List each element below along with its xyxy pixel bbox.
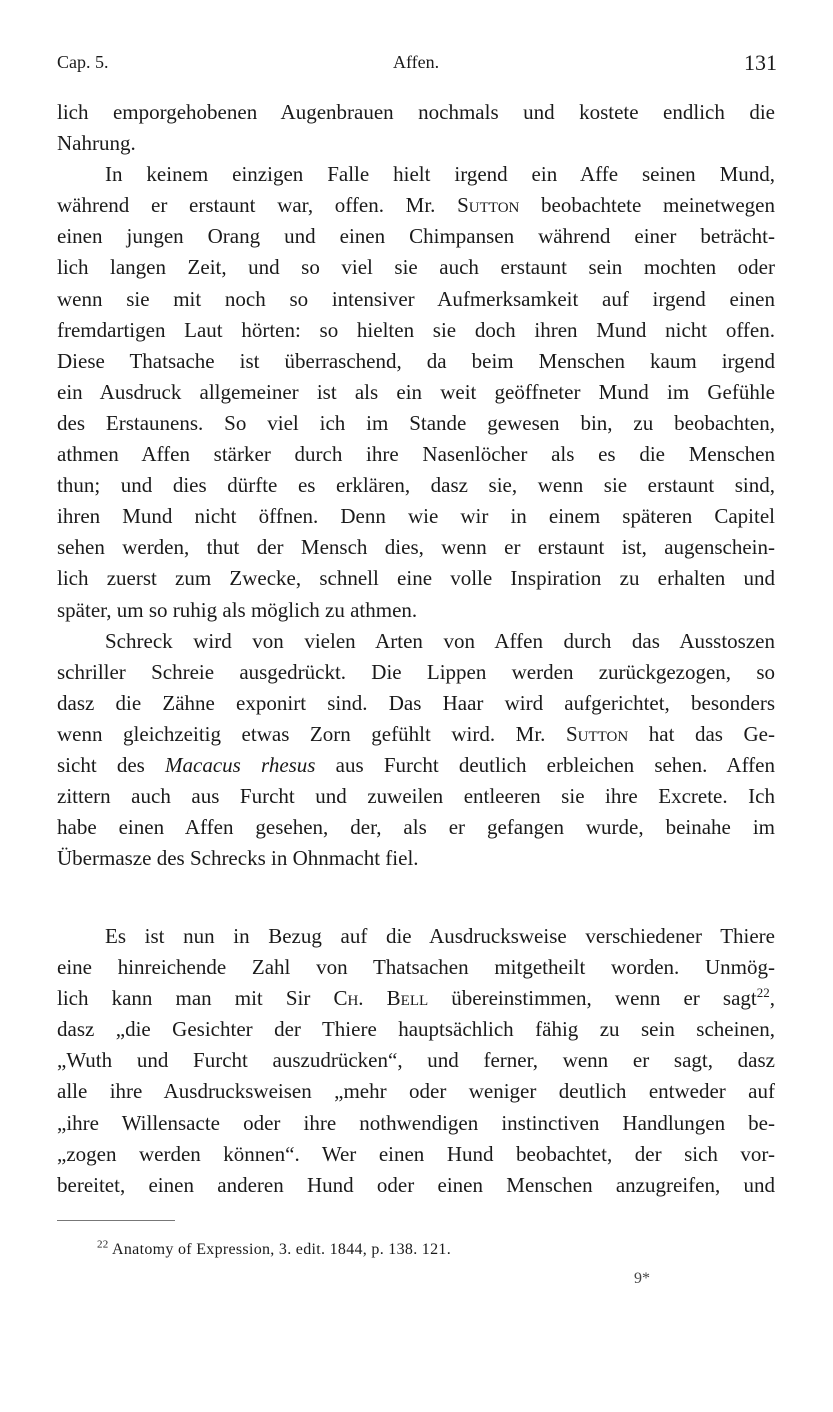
text-line: lich langen Zeit, und so viel sie auch erstaunt sein mochten oder (57, 255, 775, 280)
person-name: Sutton (457, 193, 520, 218)
signature-mark: 9* (634, 1270, 650, 1287)
text-line: schriller Schreie ausgedrückt. Die Lippen werden zurückgezogen, so (57, 659, 775, 684)
text-line: Übermasze des Schrecks in Ohnmacht fiel. (57, 846, 419, 871)
text-line: einen jungen Orang und einen Chimpansen während einer beträcht- (57, 224, 775, 249)
person-name: Ch. Bell (333, 986, 429, 1011)
text-line: während er erstaunt war, offen. Mr. Sutton beobachtete meinetwegen (57, 193, 775, 218)
species-name: Macacus rhesus (165, 752, 316, 777)
text-line: wenn gleichzeitig etwas Zorn gefühlt wird. Mr. Sutton hat das Ge- (57, 721, 775, 746)
text-line: habe einen Affen gesehen, der, als er gefangen wurde, beinahe im (57, 815, 775, 840)
text-line: sicht des Macacus rhesus aus Furcht deutlich erbleichen sehen. Affen (57, 752, 775, 777)
text-line: später, um so ruhig als möglich zu athmen. (57, 597, 418, 622)
text-line: lich zuerst zum Zwecke, schnell eine volle Inspiration zu erhalten und (57, 566, 775, 591)
text-line: „zogen werden können“. Wer einen Hund beobachtet, der sich vor- (57, 1141, 775, 1166)
text-line: wenn sie mit noch so intensiver Aufmerksamkeit auf irgend einen (57, 286, 775, 311)
running-header (57, 50, 777, 84)
text-line: dasz „die Gesichter der Thiere hauptsächlich fähig zu sein scheinen, (57, 1017, 775, 1042)
text-line: ein Ausdruck allgemeiner ist als ein weit geöffneter Mund im Gefühle (57, 379, 775, 404)
text-line: lich emporgehobenen Augenbrauen nochmals und kostete endlich die (57, 100, 775, 124)
text-line: „ihre Willensacte oder ihre nothwendigen instinctiven Handlungen be- (57, 1110, 775, 1135)
text-line: zittern auch aus Furcht und zuweilen entleeren sie ihre Excrete. Ich (57, 784, 775, 809)
footnote (97, 1238, 451, 1259)
text-line: dasz die Zähne exponirt sind. Das Haar wird aufgerichtet, besonders (57, 690, 775, 715)
footnote-text: Anatomy of Expression, 3. edit. 1844, p. 138. 121. (108, 1241, 451, 1258)
text-line: lich kann man mit Sir Ch. Bell übereinstimmen, wenn er sagt$^{22}$, (57, 985, 775, 1011)
running-title: Affen. (393, 52, 440, 72)
chapter-label: Cap. 5. (57, 52, 109, 72)
footnote-marker: 22 (97, 1238, 109, 1251)
text-line: alle ihre Ausdrucksweisen „mehr oder weniger deutlich entweder auf (57, 1079, 775, 1104)
text-line: des Erstaunens. So viel ich im Stande gewesen bin, zu beobachten, (57, 410, 775, 435)
text-line: eine hinreichende Zahl von Thatsachen mitgetheilt worden. Unmög- (57, 955, 775, 980)
text-line: In keinem einzigen Falle hielt irgend ein Affe seinen Mund, (105, 162, 775, 187)
text-line: „Wuth und Furcht auszudrücken“, und ferner, wenn er sagt, dasz (57, 1048, 775, 1073)
text-line: bereitet, einen anderen Hund oder einen Menschen anzugreifen, und (57, 1172, 775, 1197)
footnote-reference: 22 (756, 985, 770, 1001)
text-line: Es ist nun in Bezug auf die Ausdrucksweise verschiedener Thiere (105, 924, 775, 948)
text-line: thun; und dies dürfte es erklären, dasz sie, wenn sie erstaunt sind, (57, 473, 775, 498)
text-line: fremdartigen Laut hörten: so hielten sie doch ihren Mund nicht offen. (57, 317, 775, 342)
text-line: sehen werden, thut der Mensch dies, wenn er erstaunt ist, augenschein- (57, 535, 775, 560)
text-line: Diese Thatsache ist überraschend, da beim Menschen kaum irgend (57, 348, 775, 373)
text-line: Nahrung. (57, 131, 136, 156)
footnote-divider (57, 1220, 175, 1221)
body-text-section (57, 921, 775, 1201)
page-number: 131 (744, 50, 777, 75)
body-text (57, 97, 775, 874)
person-name: Sutton (565, 721, 629, 746)
text-line: athmen Affen stärker durch ihre Nasenlöcher als es die Menschen (57, 442, 775, 467)
text-line: ihren Mund nicht öffnen. Denn wie wir in einem späteren Capitel (57, 504, 775, 529)
text-line: Schreck wird von vielen Arten von Affen durch das Ausstoszen (105, 628, 775, 653)
